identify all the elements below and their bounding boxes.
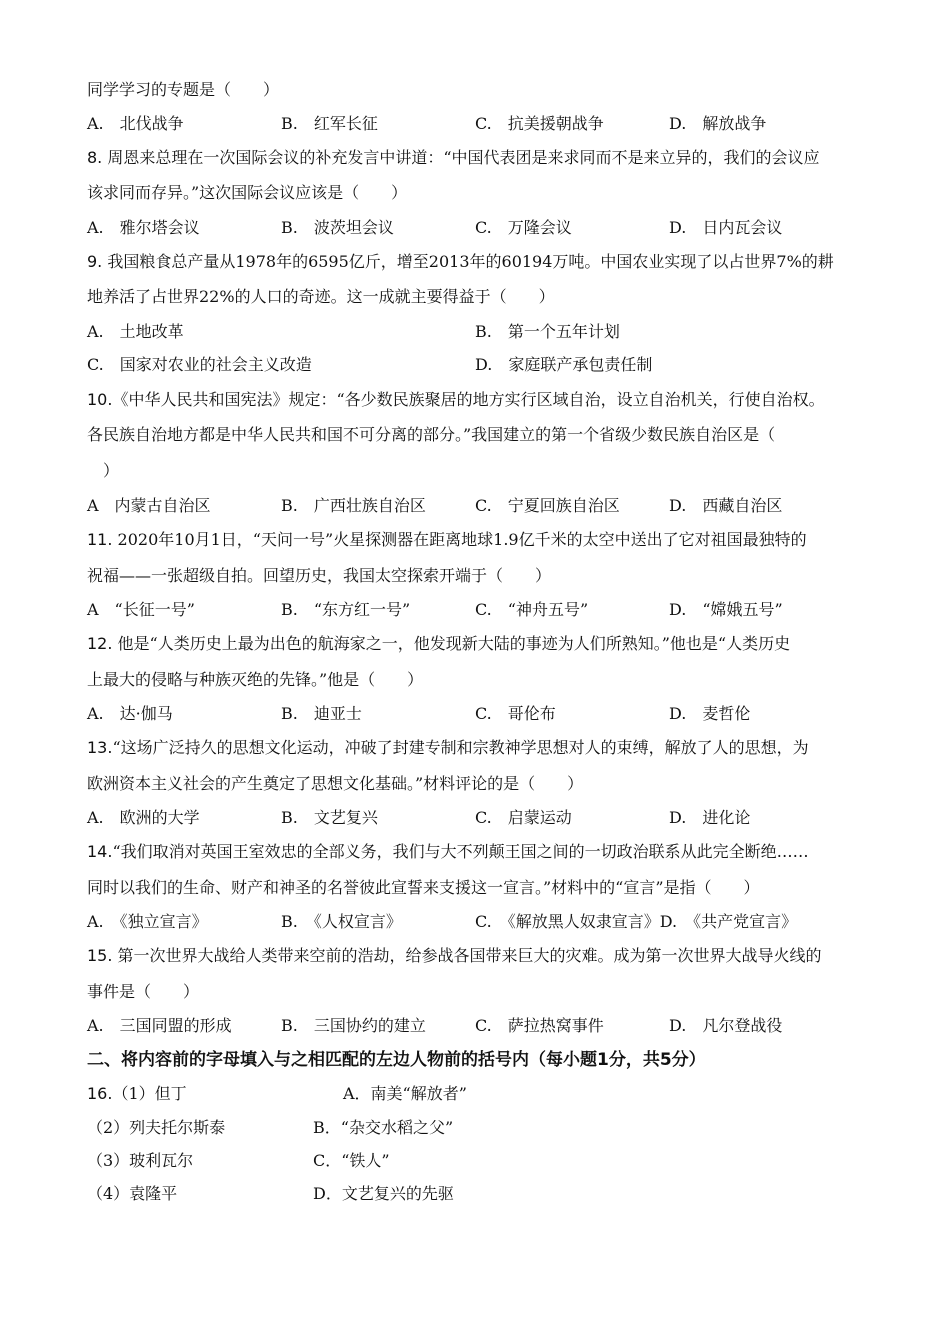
q16-left-2: （2）列夫托尔斯泰 (87, 1118, 226, 1137)
q10-line3: ） (87, 461, 120, 480)
q16-left-4: （4）袁隆平 (87, 1184, 178, 1203)
q13-option-d[interactable]: D. 进化论 (669, 808, 751, 827)
q10-option-c[interactable]: C. 宁夏回族自治区 (475, 496, 620, 515)
q10-line1 (87, 389, 825, 411)
q10-line2: 各民族自治地方都是中华人民共和国不可分离的部分。”我国建立的第一个省级少数民族自治区是（ (87, 425, 776, 444)
q11-option-b[interactable]: B. “东方红一号” (281, 600, 411, 619)
section-2-heading: 二、将内容前的字母填入与之相匹配的左边人物前的括号内（每小题1分，共5分） (87, 1050, 706, 1070)
q16-right-b: B．“杂交水稻之父” (313, 1118, 454, 1137)
q9-option-a[interactable]: A. 土地改革 (87, 322, 184, 341)
q10-text-1: 《中华人民共和国宪法》规定：“各少数民族聚居的地方实行区域自治，设立自治机关，行使自治权。 (112, 390, 825, 409)
q8-line2: 该求同而存异。”这次国际会议应该是（ ） (87, 183, 408, 202)
q14-option-a[interactable]: A. 《独立宣言》 (87, 912, 208, 931)
q15-option-c[interactable]: C. 萨拉热窝事件 (475, 1016, 604, 1035)
q13-option-b[interactable]: B. 文艺复兴 (281, 808, 378, 827)
q11-text-1: 2020年10月1日，“天问一号”火星探测器在距离地球1.9亿千米的太空中送出了它对祖国最独特的 (112, 530, 807, 549)
q8-option-b[interactable]: B. 波茨坦会议 (281, 218, 394, 237)
q7-option-d[interactable]: D. 解放战争 (669, 114, 767, 133)
q9-line1 (87, 251, 834, 273)
q11-option-c[interactable]: C. “神舟五号” (475, 600, 589, 619)
q14-line2: 同时以我们的生命、财产和神圣的名誉彼此宣誓来支援这一宣言。”材料中的“宣言”是指（ ） (87, 878, 760, 897)
q16-left-1: （1）但丁 (112, 1084, 187, 1103)
q13-option-c[interactable]: C. 启蒙运动 (475, 808, 572, 827)
q7-option-b[interactable]: B. 红军长征 (281, 114, 378, 133)
q10-option-b[interactable]: B. 广西壮族自治区 (281, 496, 426, 515)
q14-text-1: “我们取消对英国王室效忠的全部义务，我们与大不列颠王国之间的一切政治联系从此完全断绝…… (112, 842, 809, 861)
q15-option-b[interactable]: B. 三国协约的建立 (281, 1016, 426, 1035)
q7-option-a[interactable]: A. 北伐战争 (87, 114, 184, 133)
q12-text-1: 他是“人类历史上最为出色的航海家之一，他发现新大陆的事迹为人们所熟知。”他也是“人类历史 (112, 634, 791, 653)
q14-line1 (87, 841, 809, 863)
q9-option-d[interactable]: D. 家庭联产承包责任制 (475, 355, 653, 374)
q11-line2: 祝福——一张超级自拍。回望历史，我国太空探索开端于（ ） (87, 566, 552, 585)
q12-option-b[interactable]: B. 迪亚士 (281, 704, 362, 723)
q16-right-d: D．文艺复兴的先驱 (313, 1184, 454, 1203)
q13-line1 (87, 737, 809, 759)
q12-line2: 上最大的侵略与种族灭绝的先锋。”他是（ ） (87, 670, 424, 689)
q12-option-d[interactable]: D. 麦哲伦 (669, 704, 751, 723)
q15-option-d[interactable]: D. 凡尔登战役 (669, 1016, 783, 1035)
q9-text-1: 我国粮食总产量从1978年的6595亿斤，增至2013年的60194万吨。中国农业实现了以占世界7%的耕 (102, 252, 834, 271)
q15-number: 15. (87, 946, 113, 965)
q15-text-1: 第一次世界大战给人类带来空前的浩劫，给参战各国带来巨大的灾难。成为第一次世界大战导火线的 (112, 946, 822, 965)
q10-number: 10. (87, 390, 113, 409)
q7-option-c[interactable]: C. 抗美援朝战争 (475, 114, 604, 133)
q11-line1 (87, 529, 807, 551)
q13-number: 13. (87, 738, 113, 757)
q13-line2: 欧洲资本主义社会的产生奠定了思想文化基础。”材料评论的是（ ） (87, 774, 584, 793)
q14-number: 14. (87, 842, 113, 861)
q8-number: 8. (87, 148, 103, 167)
q8-option-d[interactable]: D. 日内瓦会议 (669, 218, 783, 237)
q10-option-d[interactable]: D. 西藏自治区 (669, 496, 783, 515)
q8-option-c[interactable]: C. 万隆会议 (475, 218, 572, 237)
q13-option-a[interactable]: A. 欧洲的大学 (87, 808, 200, 827)
q14-option-b[interactable]: B. 《人权宣言》 (281, 912, 402, 931)
q16-left-3: （3）玻利瓦尔 (87, 1151, 194, 1170)
q14-option-c-d[interactable]: C. 《解放黑人奴隶宣言》D. 《共产党宣言》 (475, 912, 798, 931)
q13-text-1: “这场广泛持久的思想文化运动，冲破了封建专制和宗教神学思想对人的束缚，解放了人的思想，为 (112, 738, 809, 757)
q15-line2: 事件是（ ） (87, 982, 200, 1001)
q10-option-a[interactable]: A 内蒙古自治区 (87, 496, 211, 515)
q11-number: 11. (87, 530, 113, 549)
q8-text-1: 周恩来总理在一次国际会议的补充发言中讲道：“中国代表团是来求同而不是来立异的，我们的会议应 (102, 148, 820, 167)
q12-option-c[interactable]: C. 哥伦布 (475, 704, 556, 723)
q9-option-c[interactable]: C. 国家对农业的社会主义改造 (87, 355, 312, 374)
q16-number: 16. (87, 1084, 113, 1103)
q12-line1 (87, 633, 790, 655)
q9-line2: 地养活了占世界22%的人口的奇迹。这一成就主要得益于（ ） (87, 287, 555, 306)
q7-stem-tail: 同学学习的专题是（ ） (87, 80, 280, 99)
q16-right-a: A．南美“解放者” (343, 1084, 467, 1103)
q11-option-d[interactable]: D. “嫦娥五号” (669, 600, 783, 619)
q16-row-1-left (87, 1083, 187, 1105)
q9-number: 9. (87, 252, 103, 271)
q15-line1 (87, 945, 822, 967)
q11-option-a[interactable]: A “长征一号” (87, 600, 195, 619)
q8-line1 (87, 147, 820, 169)
q12-option-a[interactable]: A. 达·伽马 (87, 704, 173, 723)
q8-option-a[interactable]: A. 雅尔塔会议 (87, 218, 200, 237)
q12-number: 12. (87, 634, 113, 653)
q15-option-a[interactable]: A. 三国同盟的形成 (87, 1016, 232, 1035)
q16-right-c: C．“铁人” (313, 1151, 390, 1170)
q9-option-b[interactable]: B. 第一个五年计划 (475, 322, 620, 341)
